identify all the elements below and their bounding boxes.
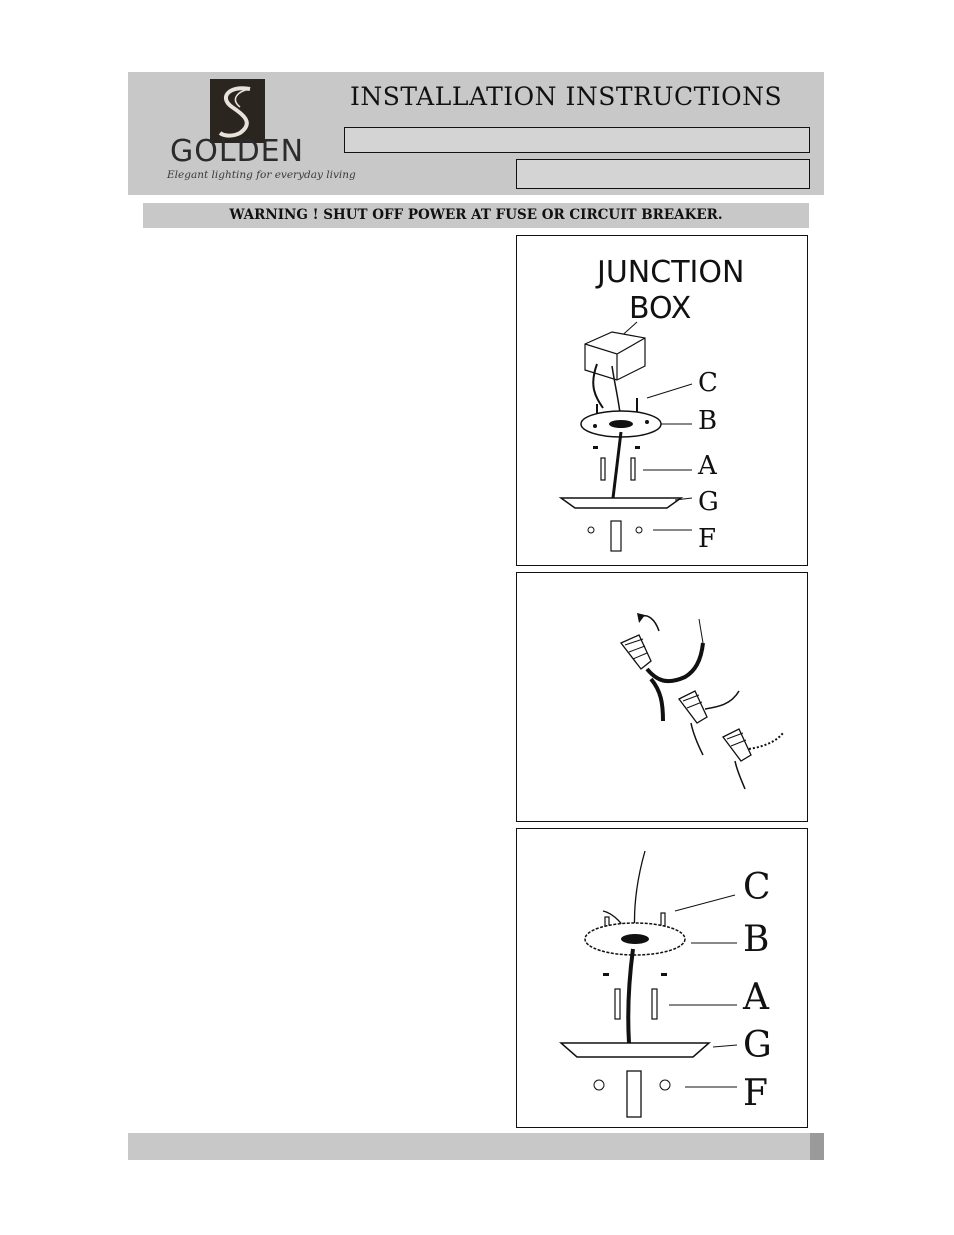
callout-a: A [698, 451, 717, 481]
mounting-plate-icon [585, 923, 685, 955]
callout-a-large: A [743, 977, 769, 1018]
callout-f-large: F [743, 1073, 768, 1114]
diagram-wire-connectors [516, 572, 808, 822]
callout-b-large: B [743, 919, 770, 960]
diagram-junction-box [516, 235, 808, 566]
page-title: INSTALLATION INSTRUCTIONS [350, 82, 783, 111]
brand-tagline: Elegant lighting for everyday living [167, 169, 356, 181]
item-number-field [516, 159, 810, 189]
wire-connector-icon [679, 691, 707, 723]
wire-connector-icon [723, 729, 751, 761]
wire-connector-icon [621, 635, 651, 669]
callout-b: B [698, 406, 718, 436]
canopy-icon [561, 498, 681, 508]
footer-band [128, 1133, 810, 1160]
canopy-icon [561, 1043, 709, 1057]
junction-label-line1: JUNCTION [597, 255, 745, 290]
callout-f: F [698, 524, 717, 554]
twist-arrow-icon [641, 616, 659, 631]
warning-banner: WARNING ! SHUT OFF POWER AT FUSE OR CIRCUIT BREAKER. [143, 203, 809, 228]
diagram-mounting-assembly [516, 828, 808, 1128]
model-number-field [344, 127, 810, 153]
callout-g-large: G [743, 1025, 772, 1066]
footer-tab [810, 1133, 824, 1160]
callout-c: C [698, 368, 718, 398]
callout-c-large: C [743, 867, 771, 908]
brand-name: GOLDEN [170, 134, 305, 169]
callout-g: G [698, 487, 719, 517]
junction-label-line2: BOX [629, 291, 692, 326]
